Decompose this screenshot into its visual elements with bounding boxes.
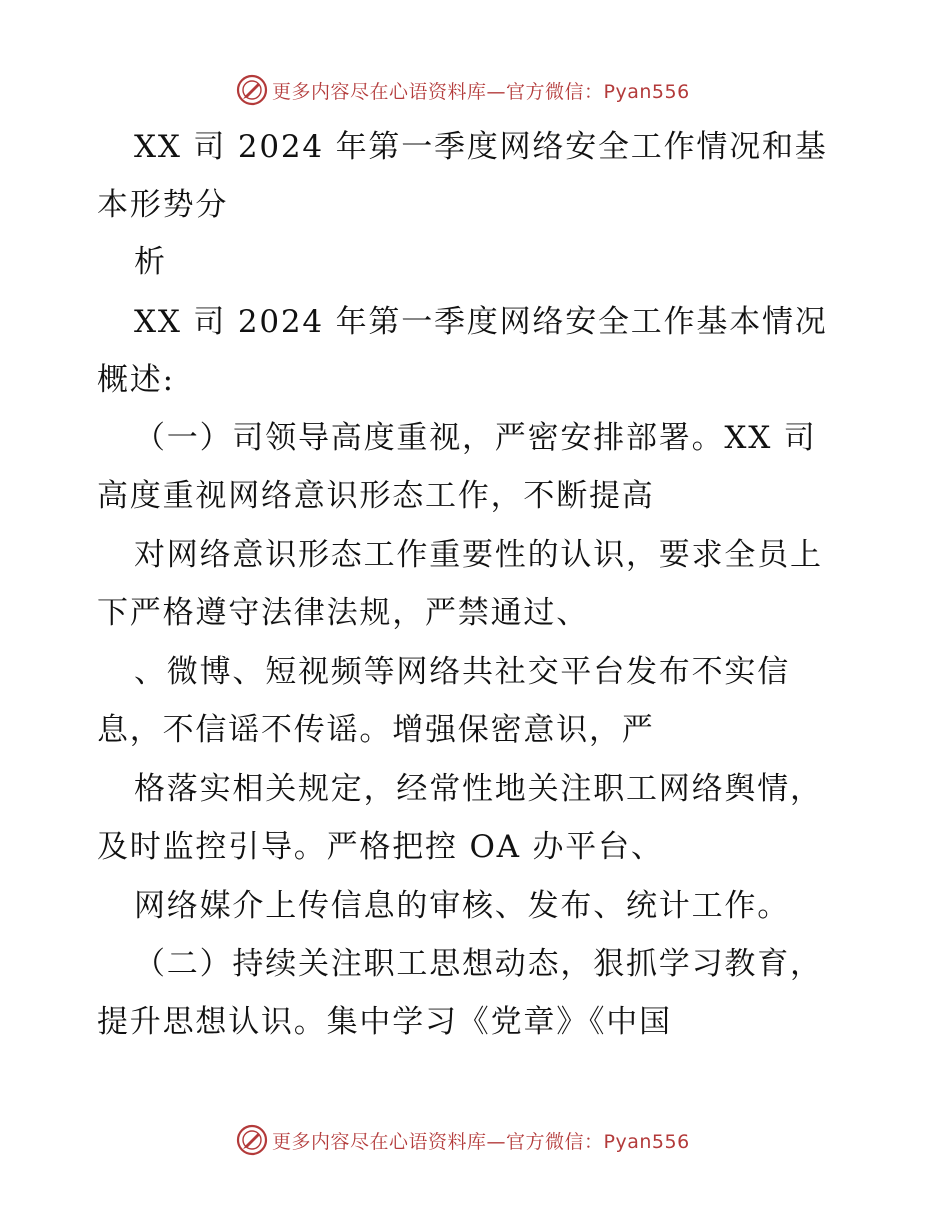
text-line: （二）持续关注职工思想动态，狠抓学习教育， xyxy=(134,946,823,982)
text-line: 网络媒介上传信息的审核、发布、统计工作。 xyxy=(134,888,790,924)
text-line: 格落实相关规定，经常性地关注职工网络舆情， xyxy=(134,771,823,807)
text-line: 本形势分 xyxy=(97,187,229,223)
text-line: XX 司 2024 年第一季度网络安全工作基本情况 xyxy=(134,304,828,340)
watermark-text: 更多内容尽在心语资料库—官方微信：Pyan556 xyxy=(272,1130,690,1153)
header-watermark xyxy=(236,72,690,108)
text-line: 高度重视网络意识形态工作，不断提高 xyxy=(97,478,655,514)
text-line: 下严格遵守法律法规，严禁通过、 xyxy=(97,595,589,631)
text-line: XX 司 2024 年第一季度网络安全工作情况和基 xyxy=(134,129,828,165)
text-line: （一）司领导高度重视，严密安排部署。XX 司 xyxy=(134,420,817,456)
text-line: 概述: xyxy=(97,362,175,398)
watermark-text: 更多内容尽在心语资料库—官方微信：Pyan556 xyxy=(272,80,690,103)
text-line: 析 xyxy=(134,244,167,280)
stamp-logo-icon xyxy=(236,74,268,106)
stamp-logo-icon xyxy=(236,1124,268,1156)
text-line: 、微博、短视频等网络共社交平台发布不实信 xyxy=(134,654,790,690)
text-line: 对网络意识形态工作重要性的认识，要求全员上 xyxy=(134,537,823,573)
footer-watermark xyxy=(236,1122,690,1158)
text-line: 息，不信谣不传谣。增强保密意识，严 xyxy=(97,712,655,748)
text-line: 提升思想认识。集中学习《党章》《中国 xyxy=(97,1004,672,1040)
text-line: 及时监控引导。严格把控 OA 办平台、 xyxy=(97,829,664,865)
